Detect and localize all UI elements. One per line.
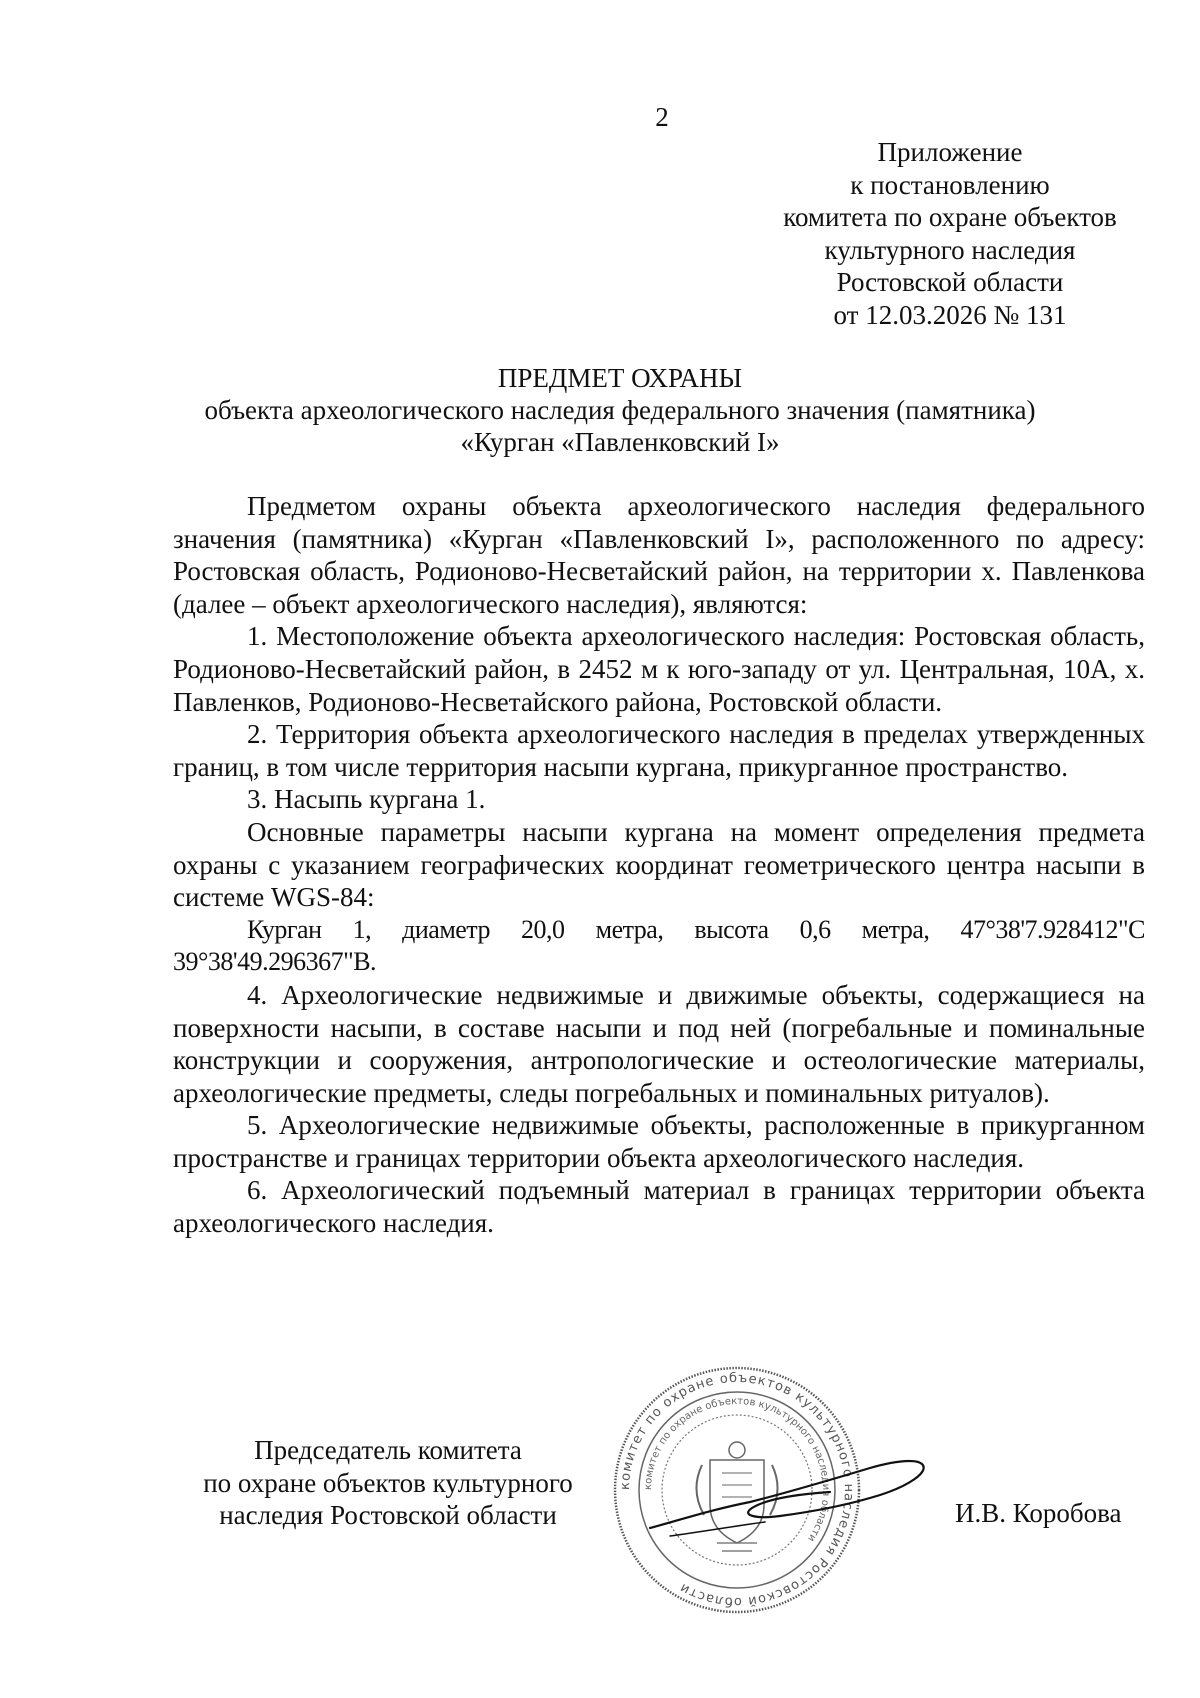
item-immovable-objects: 5. Археологические недвижимые объекты, расположенные в прикурганном пространстве и границах территории объекта археологического наследия. <box>173 1110 1145 1173</box>
item-territory: 2. Территория объекта археологического наследия в пределах утвержденных границ, в том числе территория насыпи кургана, прикурганное пространство. <box>173 719 1145 782</box>
title-object-name: «Курган «Павленковский I» <box>460 427 780 457</box>
page-number: 2 <box>655 102 669 132</box>
signatory-position <box>168 1434 608 1532</box>
seal-inner-text: комитет по охране объектов культурного наследия области <box>642 1395 832 1544</box>
document-title <box>20 362 1200 458</box>
appendix-line: к постановлению <box>850 169 1050 200</box>
document-body <box>173 490 1145 1240</box>
appendix-line: Ростовской области <box>836 267 1064 297</box>
handwritten-signature <box>640 1440 940 1560</box>
intro-paragraph: Предметом охраны объекта археологического наследия федерального значения (памятника) «Курган «Павленковский I», расположенного по адресу: Ростовская область, Родионово-Несветайский район, на территории х. Павленкова (далее – объект археологического наследия), являются: <box>173 491 1145 619</box>
appendix-line: Приложение <box>877 137 1023 167</box>
signer-name: И.В. Коробова <box>955 1498 1122 1528</box>
appendix-date-number: от 12.03.2026 № 131 <box>833 299 1067 330</box>
item-mound: 3. Насыпь кургана 1. <box>247 784 486 815</box>
position-line: Председатель комитета <box>254 1435 522 1465</box>
title-subheading: объекта археологического наследия федерального значения (памятника) <box>204 395 1036 425</box>
appendix-header <box>740 136 1160 331</box>
position-line: по охране объектов культурного <box>203 1467 573 1498</box>
appendix-line: комитета по охране объектов <box>783 202 1117 232</box>
position-line: наследия Ростовской области <box>219 1500 557 1530</box>
appendix-line: культурного наследия <box>824 234 1076 265</box>
item-surface-material: 6. Археологический подъемный материал в границах территории объекта археологического наследия. <box>173 1175 1145 1239</box>
seal-outer-text: комитет по охране объектов культурного наследия Ростовской области <box>617 1370 857 1610</box>
params-paragraph: Основные параметры насыпи кургана на момент определения предмета охраны с указанием географических координат геометрического центра насыпи в системе WGS-84: <box>173 816 1145 913</box>
coordinates-paragraph: Курган 1, диаметр 20,0 метра, высота 0,6 метра, 47°38'7.928412"С 39°38'49.296367"В. <box>173 914 1145 977</box>
item-objects: 4. Археологические недвижимые и движимые объекты, содержащиеся на поверхности насыпи, в составе насыпи и под ней (погребальные и поминальные конструкции и сооружения, антропологические и остеологические материалы, археологические предметы, следы погребальных и поминальных ритуалов). <box>173 979 1145 1108</box>
item-location: 1. Местоположение объекта археологического наследия: Ростовская область, Родионово-Несветайский район, в 2452 м к юго-западу от ул. Центральная, 10А, х. Павленков, Родионово-Несветайского района, Ростовской области. <box>173 621 1145 717</box>
title-heading: ПРЕДМЕТ ОХРАНЫ <box>497 363 743 393</box>
